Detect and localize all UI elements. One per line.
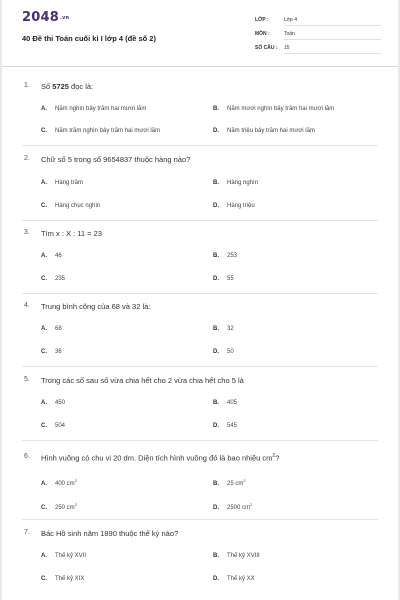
option-b[interactable]	[213, 478, 246, 487]
meta-value: Lớp 4	[284, 17, 381, 26]
option-d[interactable]	[213, 349, 234, 355]
option-text: Năm trăm nghìn bảy trăm hai mươi lăm	[55, 128, 160, 134]
question-number: 4.	[24, 302, 30, 309]
option-c[interactable]	[41, 502, 77, 511]
option-text: 32	[227, 326, 234, 332]
option-text: 235	[55, 276, 66, 282]
question-text: Trong các số sau số vừa chia hết cho 2 vừa chia hết cho 5 là	[41, 376, 244, 385]
option-sup: 2	[243, 478, 246, 483]
option-b[interactable]	[213, 253, 237, 259]
option-letter: D.	[213, 349, 219, 355]
option-text: Năm nghìn bảy trăm hai mươi lăm	[55, 106, 147, 112]
logo-text: 2048	[22, 10, 59, 25]
divider	[22, 519, 378, 520]
option-a[interactable]	[41, 478, 77, 487]
meta-value: 15	[284, 45, 381, 54]
option-b[interactable]	[213, 106, 334, 112]
option-text: 450	[55, 400, 66, 406]
option-letter: D.	[213, 576, 219, 582]
option-letter: A.	[41, 106, 47, 112]
option-text: 253	[227, 253, 238, 259]
option-text: 405	[227, 400, 238, 406]
option-letter: A.	[41, 481, 47, 487]
option-letter: B.	[213, 326, 219, 332]
option-b[interactable]	[213, 180, 258, 186]
option-c[interactable]	[41, 128, 160, 134]
option-a[interactable]	[41, 553, 86, 559]
divider	[22, 145, 378, 146]
option-text: Thế kỷ XVIII	[227, 553, 260, 559]
option-text: 68	[55, 326, 62, 332]
option-letter: C.	[41, 576, 47, 582]
option-letter: C.	[41, 128, 47, 134]
option-letter: C.	[41, 349, 47, 355]
option-letter: D.	[213, 203, 219, 209]
option-letter: B.	[213, 180, 219, 186]
option-letter: B.	[213, 106, 219, 112]
option-sup: 2	[74, 502, 77, 507]
question-text	[41, 82, 93, 91]
option-letter: B.	[213, 253, 219, 259]
option-text: Hàng trăm	[55, 180, 84, 186]
option-letter: B.	[213, 481, 219, 487]
question-text-post: đọc là:	[68, 82, 94, 91]
option-letter: A.	[41, 326, 47, 332]
option-a[interactable]	[41, 180, 83, 186]
option-d[interactable]	[213, 502, 252, 511]
divider	[22, 293, 378, 294]
question-text: Trung bình cộng của 68 và 32 là:	[41, 302, 151, 311]
option-text: 250 cm	[55, 505, 75, 511]
option-a[interactable]	[41, 106, 146, 112]
document-title: 40 Đề thi Toán cuối kì I lớp 4 (đề số 2)	[22, 34, 156, 43]
question-text-post: ?	[275, 453, 280, 463]
option-text: Thế kỷ XIX	[55, 576, 85, 582]
option-text: 400 cm	[55, 481, 75, 487]
divider	[22, 440, 378, 441]
option-a[interactable]	[41, 400, 65, 406]
option-letter: C.	[41, 276, 47, 282]
question-text-sup: 2	[272, 453, 276, 459]
option-text: 50	[227, 349, 234, 355]
document-page	[2, 0, 398, 600]
option-d[interactable]	[213, 576, 255, 582]
option-letter: D.	[213, 128, 219, 134]
option-text: Năm mươi nghìn bảy trăm hai mươi lăm	[227, 106, 335, 112]
option-d[interactable]	[213, 423, 237, 429]
question-text-pre: Số	[41, 82, 53, 91]
option-letter: C.	[41, 423, 47, 429]
meta-key: MÔN :	[255, 31, 270, 37]
site-logo[interactable]	[22, 10, 69, 25]
logo-suffix: .vn	[59, 14, 70, 21]
option-d[interactable]	[213, 203, 255, 209]
option-a[interactable]	[41, 253, 62, 259]
option-letter: A.	[41, 180, 47, 186]
question-text-bold: 5725	[52, 82, 69, 91]
option-c[interactable]	[41, 349, 62, 355]
question-text: Chữ số 5 trong số 9654837 thuộc hàng nào?	[41, 155, 191, 164]
option-a[interactable]	[41, 326, 62, 332]
option-c[interactable]	[41, 576, 84, 582]
question-number: 6.	[24, 453, 30, 460]
option-text: Thế kỷ XX	[227, 576, 255, 582]
option-letter: D.	[213, 505, 219, 511]
question-number: 7.	[24, 529, 30, 536]
option-c[interactable]	[41, 203, 100, 209]
meta-value: Toán	[284, 31, 381, 40]
divider	[22, 220, 378, 221]
option-text: Hàng chục nghìn	[55, 203, 101, 209]
option-text: Hàng nghìn	[227, 180, 259, 186]
option-text: 36	[55, 349, 62, 355]
option-b[interactable]	[213, 326, 234, 332]
question-number: 3.	[24, 229, 30, 236]
option-text: 25 cm	[227, 481, 244, 487]
question-number: 5.	[24, 376, 30, 383]
question-number: 1.	[24, 82, 30, 89]
option-letter: C.	[41, 505, 47, 511]
option-letter: A.	[41, 253, 47, 259]
option-d[interactable]	[213, 128, 315, 134]
option-letter: B.	[213, 553, 219, 559]
option-letter: C.	[41, 203, 47, 209]
option-letter: A.	[41, 400, 47, 406]
option-text: 504	[55, 423, 66, 429]
option-sup: 2	[250, 502, 253, 507]
question-text: Bác Hồ sinh năm 1890 thuộc thế kỷ nào?	[41, 529, 179, 538]
option-text: Hàng triệu	[227, 203, 255, 209]
option-letter: B.	[213, 400, 219, 406]
option-text: 46	[55, 253, 62, 259]
document-header	[2, 0, 398, 67]
question-text: Tìm x : X : 11 = 23	[41, 229, 102, 238]
question-text-pre: Hình vuông có chu vi 20 dm. Diện tích hình vuông đó là bao nhiêu cm	[41, 453, 273, 463]
meta-key: LỚP :	[255, 17, 269, 23]
option-text: Năm triệu bảy trăm hai mươi lăm	[227, 128, 315, 134]
divider	[22, 366, 378, 367]
option-c[interactable]	[41, 423, 65, 429]
option-d[interactable]	[213, 276, 234, 282]
option-b[interactable]	[213, 553, 260, 559]
question-number: 2.	[24, 155, 30, 162]
option-b[interactable]	[213, 400, 237, 406]
option-c[interactable]	[41, 276, 65, 282]
option-text: 2500 cm	[227, 505, 251, 511]
option-letter: A.	[41, 553, 47, 559]
meta-key: SỐ CÂU :	[255, 45, 278, 51]
option-letter: D.	[213, 423, 219, 429]
option-text: Thế kỷ XVII	[55, 553, 87, 559]
question-text	[41, 453, 279, 463]
option-text: 55	[227, 276, 234, 282]
option-letter: D.	[213, 276, 219, 282]
option-text: 545	[227, 423, 238, 429]
option-sup: 2	[74, 478, 77, 483]
